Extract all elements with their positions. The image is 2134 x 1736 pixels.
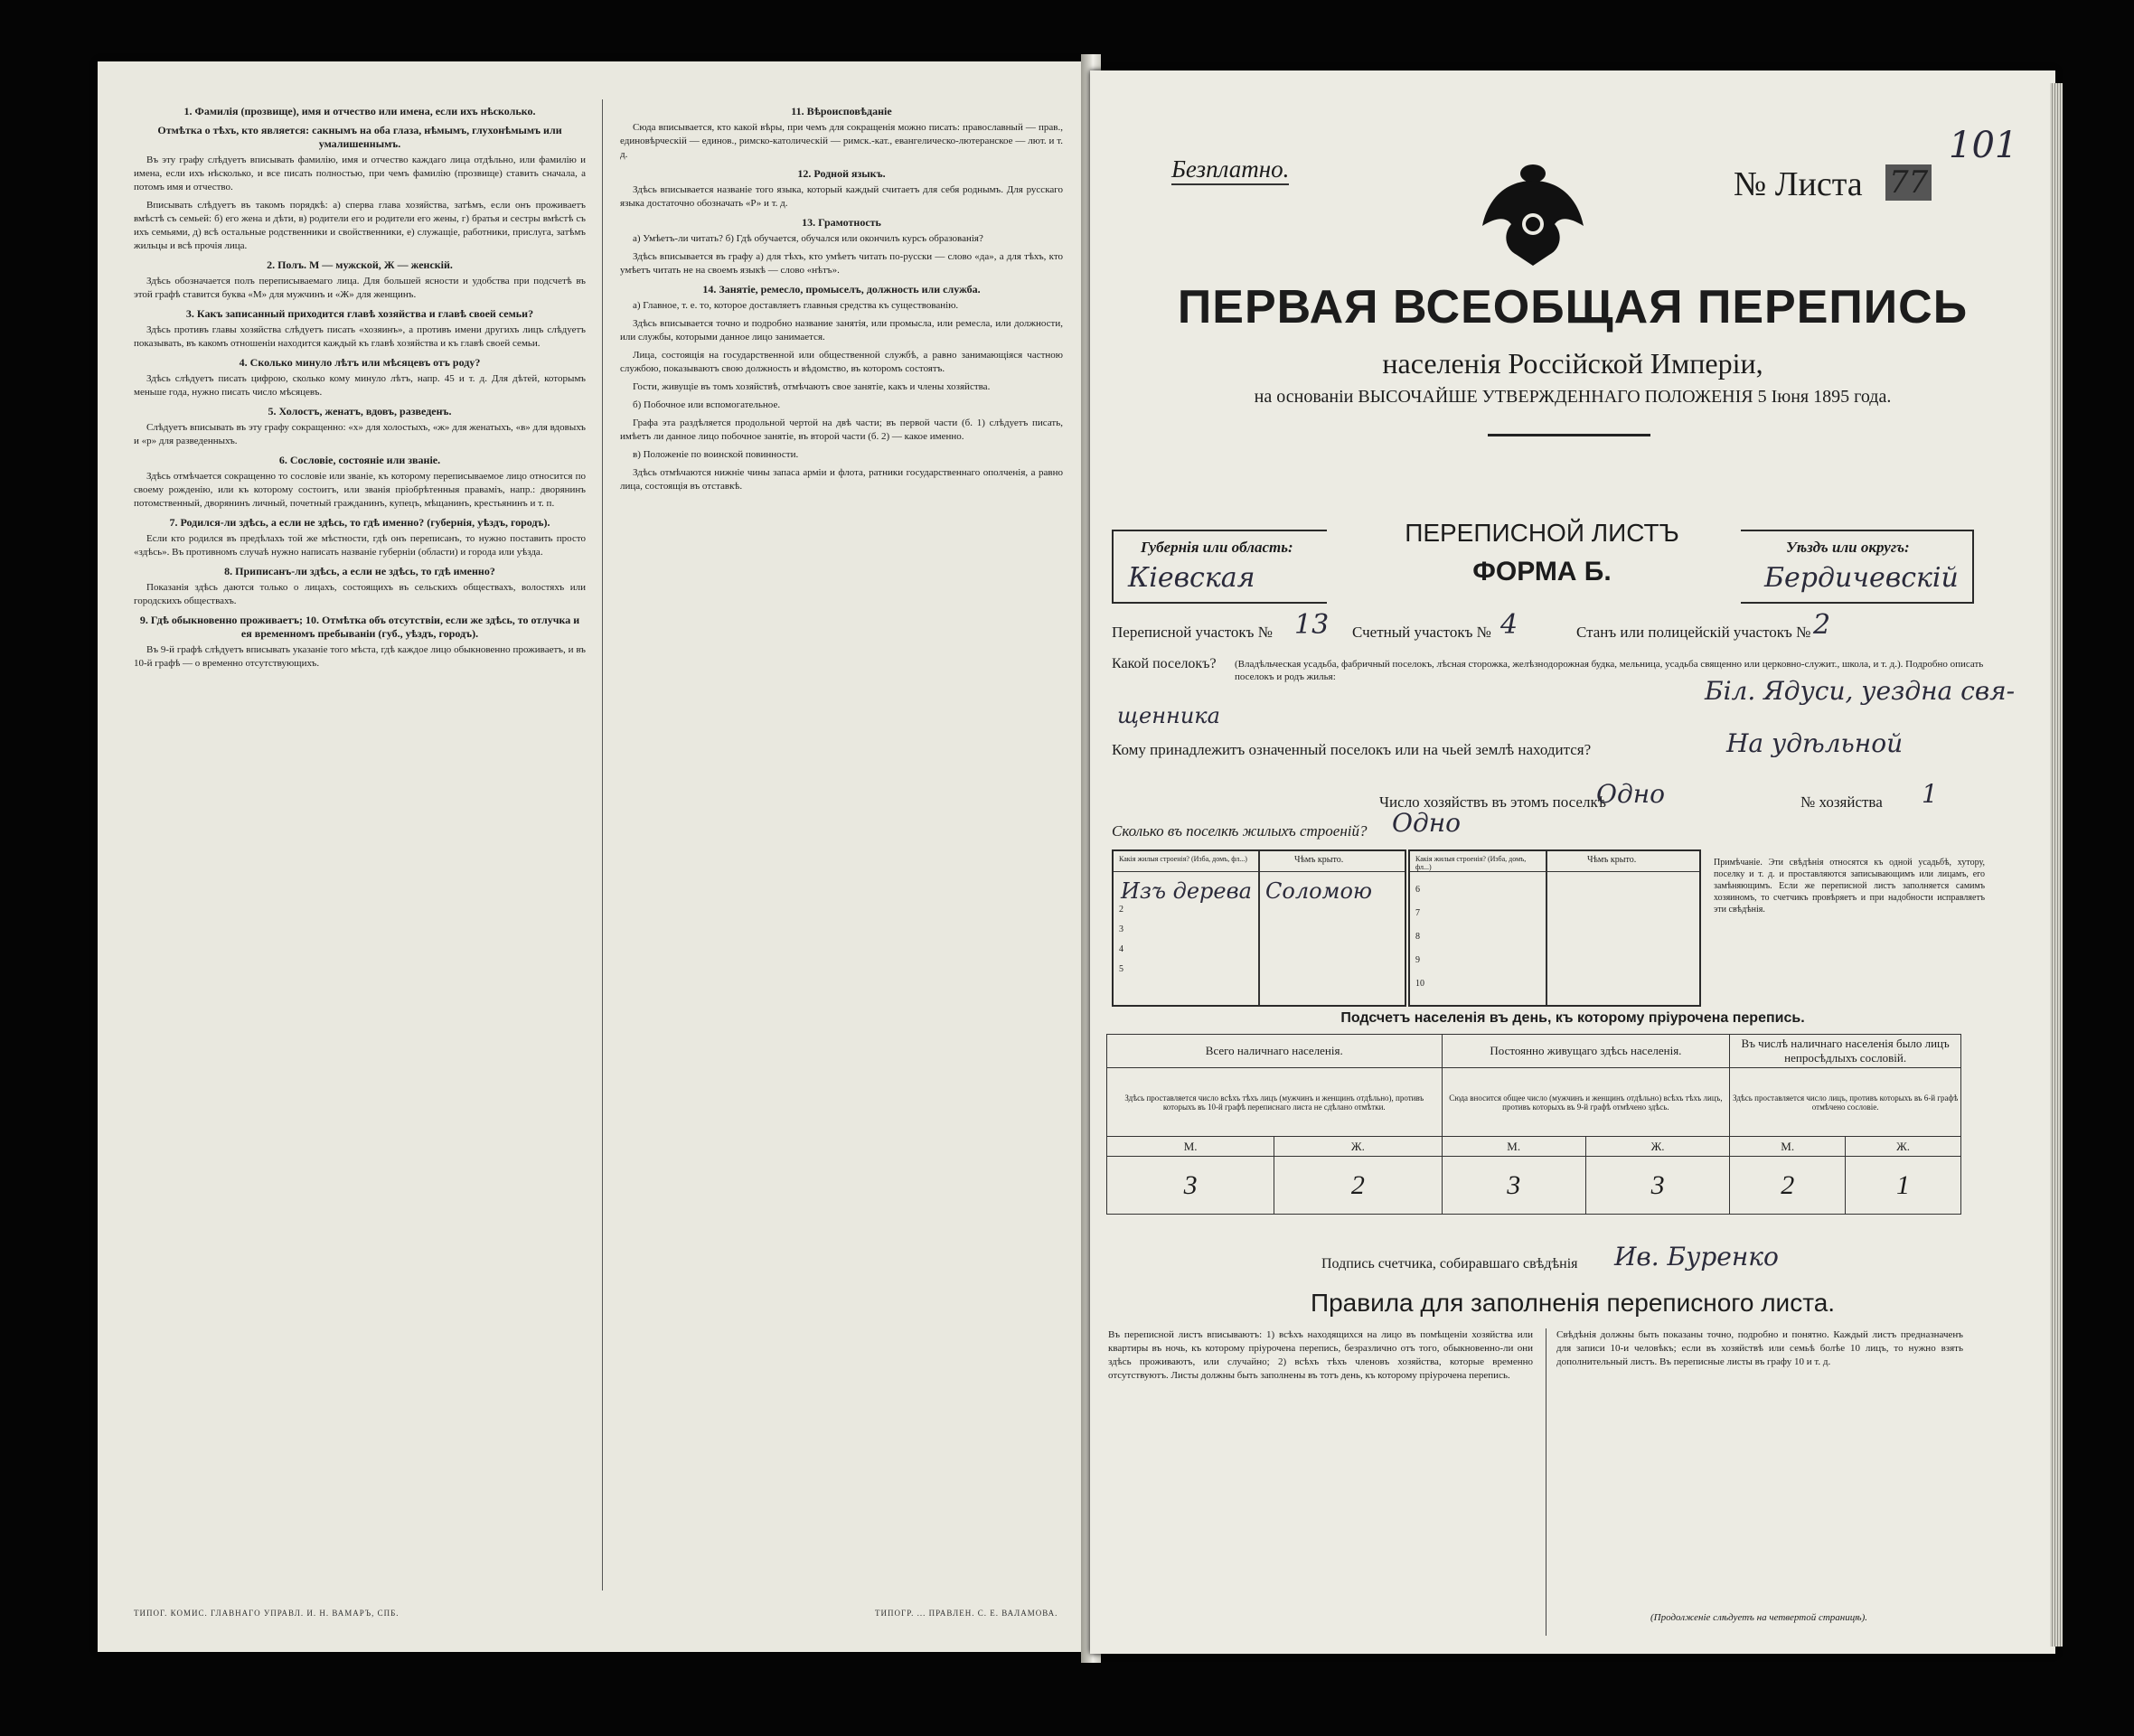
count-sub-estates: Здѣсь проставляется число лицъ, противъ которыхъ въ 6-й графѣ отмѣчено сословіе. xyxy=(1730,1068,1961,1137)
free-label: Безплатно. xyxy=(1171,155,1289,185)
section-paragraph: а) Умѣетъ-ли читать? б) Гдѣ обучается, обучался или окончилъ курсъ образованія? xyxy=(633,233,983,244)
gubernia-value: Кіевская xyxy=(1128,562,1255,594)
count-value: 2 xyxy=(1730,1157,1846,1215)
count-head-total: Всего наличнаго населенія. xyxy=(1107,1035,1443,1068)
count-head-permanent: Постоянно живущаго здѣсь населенія. xyxy=(1442,1035,1730,1068)
buildings-note: Примѣчаніе. Эти свѣдѣнія относятся къ одной усадьбѣ, хутору, поселку и т. д. и проставляются записывающимъ или лицамъ, его замѣняющимъ. Если же переписной листъ заполняется самимъ хозяиномъ, то счетчикъ провѣряетъ и при надобности исправляетъ эти свѣдѣнія. xyxy=(1714,858,1985,915)
column-divider xyxy=(602,99,603,1591)
police-district-label: Станъ или полицейскій участокъ № xyxy=(1576,624,1811,641)
section-heading: 3. Какъ записанный приходится главѣ хозяйства и главѣ своей семьи? xyxy=(185,307,534,320)
section-paragraph: Здѣсь отмѣчается сокращенно то сословіе или званіе, къ которому переписываемое лицо относится по своему рожденію, или къ которому состоитъ, или званія пріобрѣтенныя праваміъ, напр.: дворянинъ потомственный, дворянинъ личный, почетный гражданинъ, купецъ, мѣщанинъ, крестьянинъ и т. п. xyxy=(134,471,586,509)
section-paragraph: б) Побочное или вспомогательное. xyxy=(633,399,781,410)
settlement-value: Біл. Ядуси, уездна свя- xyxy=(1705,676,2016,706)
buildings-head-roof-2: Чѣмъ крыто. xyxy=(1587,855,1637,865)
buildings-table-left xyxy=(1112,849,1406,1007)
section-paragraph: Въ эту графу слѣдуетъ вписывать фамилію, имя и отчество каждаго лица отдѣльно, или фамилію и имена, если ихъ нѣсколько, и все писать полностью, при чемъ фамилію (прозвище) ставить сначала, а потомъ имя и отчество. xyxy=(134,155,586,192)
section-heading: 5. Холостъ, женатъ, вдовъ, разведенъ. xyxy=(268,405,452,418)
count-value: 2 xyxy=(1274,1157,1442,1215)
household-number-label: № хозяйства xyxy=(1800,793,1883,811)
buildings-count-label: Сколько въ поселкѣ жилыхъ строеній? xyxy=(1112,822,1368,840)
signature-value: Ив. Буренко xyxy=(1614,1242,1779,1272)
col-f: Ж. xyxy=(1846,1137,1961,1157)
buildings-row-numbers-right: 6 7 8 9 10 xyxy=(1415,885,1424,989)
section-heading: 9. Гдѣ обыкновенно проживаетъ; 10. Отмѣтка объ отсутствіи, если же здѣсь, то отлучка и ея временномъ пребываніи (губ., уѣздъ, городъ). xyxy=(139,614,580,640)
settlement-label: Какой поселокъ? xyxy=(1112,656,1217,671)
col-m: М. xyxy=(1442,1137,1585,1157)
section-paragraph: Лица, состоящія на государственной или общественной службѣ, а равно занимающіяся частною службою, показываютъ свою должность и вѣдомство, въ которомъ состоятъ. xyxy=(620,350,1063,374)
section-heading: 13. Грамотность xyxy=(802,216,881,229)
owner-label: Кому принадлежитъ означенный поселокъ или на чьей землѣ находится? xyxy=(1112,741,1592,758)
section-paragraph: Здѣсь отмѣчаются нижніе чины запаса армiи и флота, ратники государственнаго ополченія, а равно лица, состоящія въ отставкѣ. xyxy=(620,467,1063,492)
col-m: М. xyxy=(1730,1137,1846,1157)
buildings-head-type: Какія жилыя строенія? (Изба, домъ, фл...) xyxy=(1119,855,1247,863)
count-sub-total: Здѣсь проставляется число всѣхъ тѣхъ лицъ (мужчинъ и женщинъ отдѣльно), противъ которыхъ въ 10-й графѣ переписнаго листа не сдѣлано отмѣтки. xyxy=(1107,1068,1443,1137)
section-heading: 2. Полъ. М — мужской, Ж — женскій. xyxy=(267,258,453,271)
col-m: М. xyxy=(1107,1137,1274,1157)
uezd-value: Бердичевскій xyxy=(1764,562,1959,594)
section-paragraph: Въ 9-й графѣ слѣдуетъ вписывать указаніе того мѣста, гдѣ каждое лицо обыкновенно проживаетъ, и въ 10-й графѣ — о временно отсутствующихъ. xyxy=(134,644,586,669)
section-heading: 12. Родной языкъ. xyxy=(797,167,886,180)
form-subtitle: населенія Россійской Имперіи, xyxy=(1382,347,1763,380)
count-value: 3 xyxy=(1107,1157,1274,1215)
instructions-column-1 xyxy=(134,99,586,1600)
household-number-value: 1 xyxy=(1922,779,1938,809)
section-heading: 4. Сколько минуло лѣтъ или мѣсяцевъ отъ роду? xyxy=(239,356,481,369)
imperial-eagle-emblem xyxy=(1479,154,1587,271)
gubernia-label: Губернія или область: xyxy=(1141,539,1293,556)
form-subtitle-decree: на основаніи ВЫСОЧАЙШЕ УТВЕРЖДЕННАГО ПОЛОЖЕНІЯ 5 Іюня 1895 года. xyxy=(1254,387,1892,407)
col-f: Ж. xyxy=(1585,1137,1729,1157)
building-1-type: Изъ дерева xyxy=(1121,878,1252,904)
uezd-label: Уѣздъ или округъ: xyxy=(1786,539,1910,556)
section-heading: 6. Сословіе, состояніе или званіе. xyxy=(278,454,441,466)
section-paragraph: Здѣсь вписывается названіе того языка, который каждый считаетъ для себя роднымъ. Для русскаго языка достаточно обозначать «Р» и т. д. xyxy=(620,184,1063,209)
population-count-table xyxy=(1106,1034,1961,1215)
section-heading: 1. Фамилія (прозвище), имя и отчество или имена, если ихъ нѣсколько. xyxy=(183,105,536,117)
count-district-label: Счетный участокъ № xyxy=(1352,624,1491,641)
section-heading: 8. Приписанъ-ли здѣсь, а если не здѣсь, то гдѣ именно? xyxy=(224,565,495,577)
buildings-count-value: Одно xyxy=(1392,808,1462,838)
settlement-value-cont: щенника xyxy=(1117,703,1220,728)
census-district-label: Переписной участокъ № xyxy=(1112,624,1273,641)
section-paragraph: Здѣсь противъ главы хозяйства слѣдуетъ писать «хозяинъ», а противъ имени другихъ лицъ слѣдуетъ показывать, въ какомъ отношеніи находится каждый къ главѣ хозяйства и къ главѣ своей семьи. xyxy=(134,324,586,349)
section-paragraph: Здѣсь вписывается въ графу а) для тѣхъ, кто умѣетъ читать по-русски — слово «да», а для тѣхъ, кто умѣетъ читать не на своемъ языкѣ — слово «нѣтъ». xyxy=(620,251,1063,276)
printer-footer-right: ТИПОГР. ... ПРАВЛЕН. С. Е. ВАЛАМОВА. xyxy=(875,1609,1058,1618)
page-number: 101 xyxy=(1949,125,2018,166)
households-count-label: Число хозяйствъ въ этомъ поселкѣ xyxy=(1379,793,1606,811)
section-paragraph: Показанія здѣсь даются только о лицахъ, состоящихъ въ сельскихъ обществахъ, волостяхъ или городскихъ обществахъ. xyxy=(134,582,586,606)
section-heading: 11. Вѣроисповѣданіе xyxy=(791,105,892,117)
section-heading: 7. Родился-ли здѣсь, а если не здѣсь, то гдѣ именно? (губернія, уѣздъ, городъ). xyxy=(169,516,550,529)
census-district-value: 13 xyxy=(1294,609,1330,641)
gubernia-box xyxy=(1112,530,1327,604)
count-head-estates: Въ числѣ наличнаго населенія было лицъ непросѣдлыхъ сословій. xyxy=(1730,1035,1961,1068)
sheet-number-label: № Листа xyxy=(1734,165,1863,203)
population-count-title: Подсчетъ населенія въ день, къ которому пріурочена перепись. xyxy=(1340,1010,1805,1026)
section-paragraph: Здѣсь обозначается полъ переписываемаго лица. Для большей ясности и удобства при подсчетѣ въ этой графѣ ставится буква «М» для мужчинъ и «Ж» для женщинъ. xyxy=(134,276,586,300)
section-paragraph: Слѣдуетъ вписывать въ эту графу сокращенно: «х» для холостыхъ, «ж» для женатыхъ, «в» для вдовыхъ и «р» для разведенныхъ. xyxy=(134,422,586,446)
count-value: 3 xyxy=(1585,1157,1729,1215)
section-paragraph: Сюда вписывается, кто какой вѣры, при чемъ для сокращенія можно писать: православный — прав., единовѣрческій — единов., римско-католическій — римск.-кат., евангелическо-лютеранское — лют. и т. д. xyxy=(620,122,1063,160)
buildings-row-numbers-left: 2 3 4 5 xyxy=(1119,905,1123,974)
settlement-hint: (Владѣльческая усадьба, фабричный поселокъ, лѣсная сторожка, желѣзнодорожная будка, мельница, усадьба священно или церковно-служит., школа, и т. д.). Подробно описать поселокъ и родъ жилья: xyxy=(1235,659,1984,682)
form-title-line-2: ФОРМА Б. xyxy=(1472,557,1612,586)
form-main-title: ПЕРВАЯ ВСЕОБЩАЯ ПЕРЕПИСЬ xyxy=(1177,281,1969,333)
section-paragraph: Здѣсь слѣдуетъ писать цифрою, сколько кому минуло лѣтъ, напр. 45 и т. д. Для дѣтей, которымъ меньше года, нужно писать число мѣсяцевъ. xyxy=(134,373,586,398)
owner-value: На удѣльной xyxy=(1726,728,1904,758)
signature-label: Подпись счетчика, собиравшаго свѣдѣнія xyxy=(1321,1256,1578,1272)
uezd-box xyxy=(1741,530,1974,604)
section-paragraph: Если кто родился въ предѣлахъ той же мѣстности, гдѣ онъ переписанъ, то нужно поставить просто «здѣсь». Въ противномъ случаѣ нужно написать названіе губерніи (области) и города или уѣзда. xyxy=(134,533,586,558)
section-paragraph: Здѣсь вписывается точно и подробно название занятія, или промысла, или ремесла, или должности, или службы, которыми данное лицо занимается. xyxy=(620,318,1063,343)
section-heading: 14. Занятіе, ремесло, промыселъ, должность или служба. xyxy=(702,283,981,296)
rules-continuation: (Продолженіе слѣдуетъ на четвертой страницѣ). xyxy=(1650,1612,1867,1623)
form-title-line-1: ПЕРЕПИСНОЙ ЛИСТЪ xyxy=(1405,519,1679,547)
left-page-instructions xyxy=(98,61,1090,1652)
section-paragraph: Вписывать слѣдуетъ въ такомъ порядкѣ: а) сперва глава хозяйства, затѣмъ, если онъ проживаетъ вмѣстѣ съ семьей: б) его жена и дѣти, в) родители его и родители его жены, г) братья и сестры вмѣстѣ съ ихъ семьями, д) всѣ остальные родственники и свойственники, е) служащіе, работники, прислуга, затѣмъ жильцы и всѣ прочія лица. xyxy=(134,200,586,251)
count-value: 1 xyxy=(1846,1157,1961,1215)
building-1-roof: Соломою xyxy=(1265,878,1373,904)
count-sub-permanent: Сюда вносится общее число (мужчинъ и женщинъ отдѣльно) всѣхъ тѣхъ лицъ, противъ которыхъ въ 9-й графѣ отмѣчено здѣсь. xyxy=(1442,1068,1730,1137)
printer-footer-left: ТИПОГ. КОМИС. ГЛАВНАГО УПРАВЛ. И. Н. ВАМАРЪ, СПБ. xyxy=(134,1609,400,1618)
section-heading: Отмѣтка о тѣхъ, кто является: сакнымъ на оба глаза, нѣмымъ, глухонѣмымъ или умалишеннымъ. xyxy=(157,124,562,150)
right-page-census-form xyxy=(1090,70,2055,1654)
rules-column-2: Свѣдѣнія должны быть показаны точно, подробно и понятно. Каждый листъ предназначенъ для записи 10-и человѣкъ; если въ хозяйствѣ или семьѣ болѣе 10 лицъ, то нужно взять дополнительный листъ. Въ переписные листы въ графу 10 и т. д. xyxy=(1556,1329,1963,1367)
section-paragraph: Графа эта раздѣляется продольной чертой на двѣ части; въ первой части (б. 1) слѣдуетъ писать, имѣетъ ли данное лицо побочное занятіе, въ второй части (б. 2) — какое именно. xyxy=(620,418,1063,442)
section-paragraph: в) Положеніе по воинской повинности. xyxy=(633,449,799,460)
count-district-value: 4 xyxy=(1500,609,1518,641)
buildings-head-roof: Чѣмъ крыто. xyxy=(1294,855,1344,865)
buildings-head-type-2: Какія жилыя строенія? (Изба, домъ, фл...) xyxy=(1415,855,1527,871)
buildings-table-right xyxy=(1408,849,1701,1007)
sheet-number-value: 77 xyxy=(1885,164,1932,201)
page-edges xyxy=(2050,83,2063,1647)
rules-title: Правила для заполненія переписного листа. xyxy=(1310,1289,1836,1317)
rules-column-1: Въ переписной листъ вписываютъ: 1) всѣхъ находящихся на лицо въ помѣщеніи хозяйства или квартиры въ ночь, къ которому пріурочена перепись, безразлично отъ того, обыкновенно-ли они здѣсь проживаютъ, или случайно; 2) всѣхъ тѣхъ членовъ хозяйства, которые временно отсутствуютъ. Листы должны быть заполнены въ тотъ день, къ которому пріурочена перепись. xyxy=(1108,1329,1533,1381)
section-paragraph: Гости, живущіе въ томъ хозяйствѣ, отмѣчаютъ свое занятіе, какъ и члены хозяйства. xyxy=(633,381,991,392)
col-f: Ж. xyxy=(1274,1137,1442,1157)
households-count-value: Одно xyxy=(1596,779,1666,809)
section-paragraph: а) Главное, т. е. то, которое доставляетъ главныя средства къ существованію. xyxy=(633,300,959,311)
count-value: 3 xyxy=(1442,1157,1585,1215)
police-district-value: 2 xyxy=(1813,609,1831,641)
title-rule xyxy=(1488,434,1650,436)
instructions-column-2 xyxy=(620,99,1063,1600)
